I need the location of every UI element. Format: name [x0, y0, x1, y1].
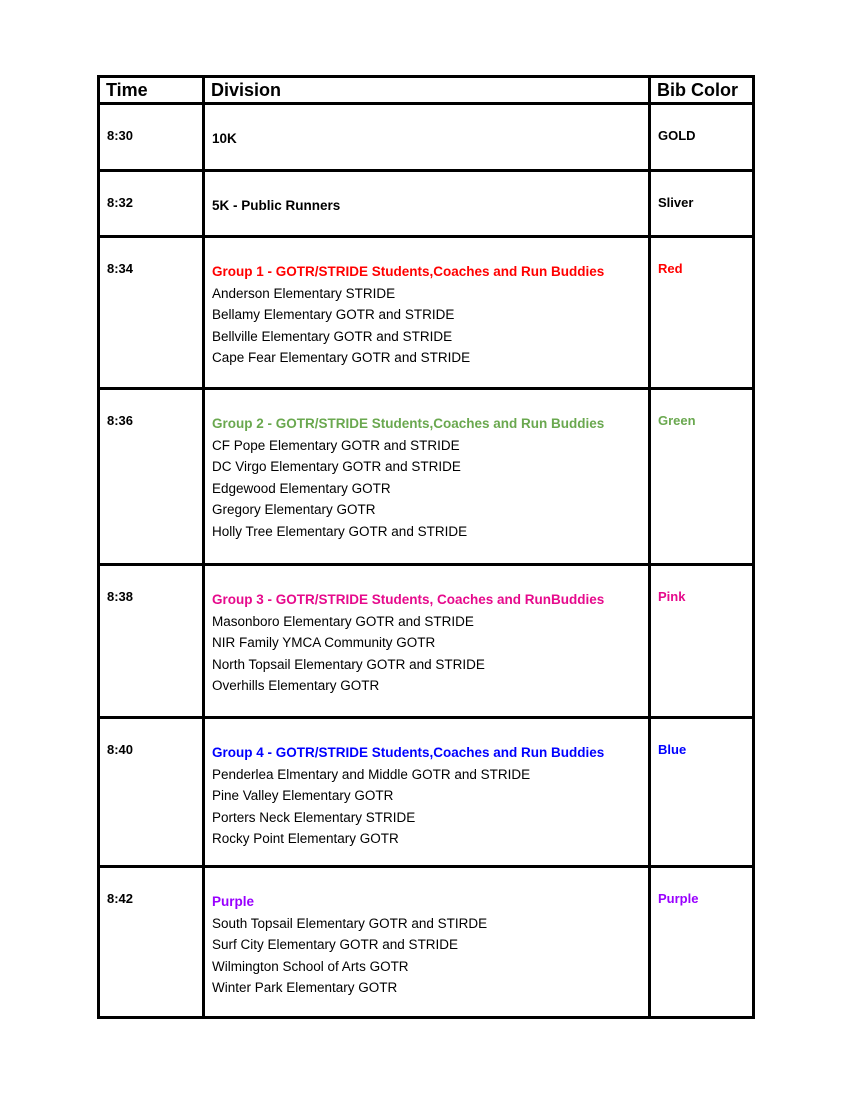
division-title: Group 3 - GOTR/STRIDE Students, Coaches and RunBuddies: [212, 592, 605, 607]
time-cell: 8:32: [99, 171, 204, 237]
schedule-body: [99, 104, 754, 1018]
division-item: Winter Park Elementary GOTR: [212, 980, 398, 995]
division-cell: [204, 171, 650, 237]
division-title: Group 1 - GOTR/STRIDE Students,Coaches and Run Buddies: [212, 264, 605, 279]
division-item: CF Pope Elementary GOTR and STRIDE: [212, 437, 460, 453]
schedule-row: [99, 237, 754, 389]
division-item: North Topsail Elementary GOTR and STRIDE: [212, 656, 485, 672]
division-title: 5K - Public Runners: [212, 198, 341, 213]
division-item: DC Virgo Elementary GOTR and STRIDE: [212, 459, 461, 474]
schedule-row: [99, 171, 754, 237]
division-item: Penderlea Elmentary and Middle GOTR and STRIDE: [212, 766, 531, 782]
division-item: Cape Fear Elementary GOTR and STRIDE: [212, 350, 471, 365]
time-cell: 8:34: [99, 237, 204, 389]
division-cell: [204, 565, 650, 718]
division-item: Bellamy Elementary GOTR and STRIDE: [212, 307, 455, 322]
time-cell: 8:36: [99, 389, 204, 565]
bib-color-cell: Purple: [650, 867, 754, 1018]
bib-color-cell: GOLD: [650, 104, 754, 171]
division-item: Rocky Point Elementary GOTR: [212, 831, 399, 846]
division-item: Pine Valley Elementary GOTR: [212, 788, 394, 803]
header-row: [99, 77, 754, 104]
division-item: Surf City Elementary GOTR and STRIDE: [212, 937, 459, 952]
division-item: Holly Tree Elementary GOTR and STRIDE: [212, 523, 468, 539]
division-item: Wilmington School of Arts GOTR: [212, 958, 409, 974]
bib-color-cell: Pink: [650, 565, 754, 718]
division-title: 10K: [212, 131, 237, 146]
time-cell: 8:42: [99, 867, 204, 1018]
division-title: Group 2 - GOTR/STRIDE Students,Coaches and Run Buddies: [212, 416, 605, 431]
time-cell: 8:40: [99, 718, 204, 867]
division-item: Bellville Elementary GOTR and STRIDE: [212, 328, 453, 344]
division-cell: [204, 718, 650, 867]
division-item: Masonboro Elementary GOTR and STRIDE: [212, 613, 474, 629]
division-title: Group 4 - GOTR/STRIDE Students,Coaches and Run Buddies: [212, 745, 605, 760]
division-item: Porters Neck Elementary STRIDE: [212, 809, 416, 825]
division-item: Gregory Elementary GOTR: [212, 502, 376, 517]
header-division: Division: [204, 77, 650, 104]
division-item: NIR Family YMCA Community GOTR: [212, 635, 436, 650]
schedule-row: [99, 104, 754, 171]
race-schedule-table: [97, 75, 755, 1019]
schedule-row: [99, 867, 754, 1018]
header-time: Time: [99, 77, 204, 104]
schedule-row: [99, 718, 754, 867]
division-item: Overhills Elementary GOTR: [212, 678, 380, 693]
division-cell: [204, 237, 650, 389]
division-cell: [204, 104, 650, 171]
header-bib-color: Bib Color: [650, 77, 754, 104]
schedule-row: [99, 389, 754, 565]
division-item: Anderson Elementary STRIDE: [212, 285, 396, 301]
division-cell: [204, 867, 650, 1018]
time-cell: 8:30: [99, 104, 204, 171]
bib-color-cell: Red: [650, 237, 754, 389]
division-title: Purple: [212, 894, 255, 909]
bib-color-cell: Blue: [650, 718, 754, 867]
bib-color-cell: Green: [650, 389, 754, 565]
division-item: Edgewood Elementary GOTR: [212, 480, 391, 496]
bib-color-cell: Sliver: [650, 171, 754, 237]
time-cell: 8:38: [99, 565, 204, 718]
schedule-row: [99, 565, 754, 718]
division-cell: [204, 389, 650, 565]
division-item: South Topsail Elementary GOTR and STIRDE: [212, 915, 488, 931]
